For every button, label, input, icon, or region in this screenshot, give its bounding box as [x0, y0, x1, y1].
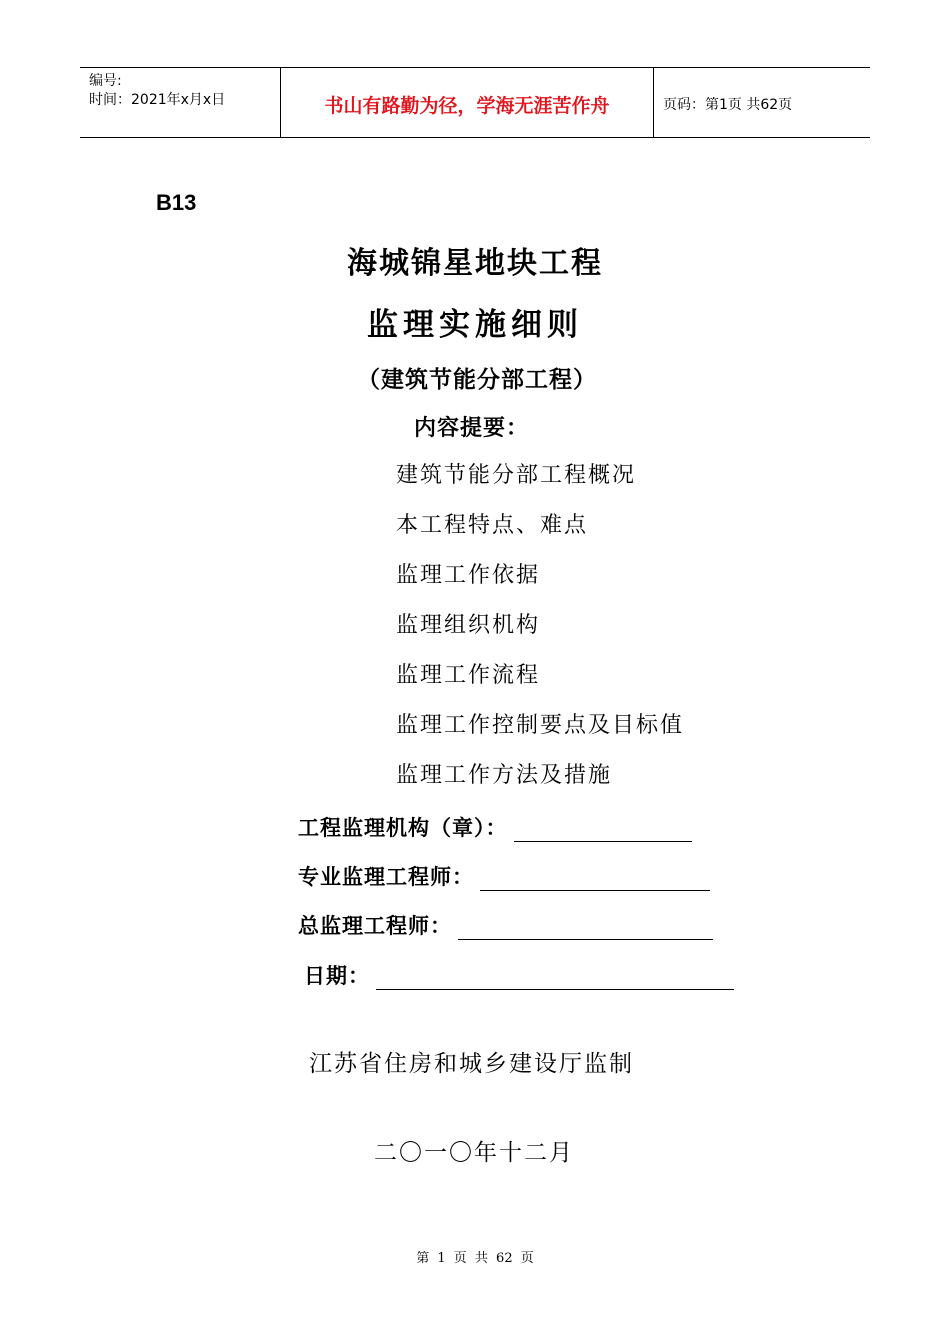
header-table — [80, 67, 870, 138]
chief-label: 总监理工程师： — [298, 914, 452, 938]
organization-label: 工程监理机构（章）： — [298, 816, 508, 840]
motto-cell — [281, 68, 654, 137]
contents-item: 监理工作流程 — [396, 663, 541, 688]
motto-text: 书山有路勤为径，学海无涯苦作舟 — [324, 95, 610, 117]
specialist-signature-line[interactable] — [480, 868, 710, 891]
contents-list — [396, 459, 684, 809]
contents-item: 本工程特点、难点 — [396, 513, 589, 538]
signature-date-row — [304, 960, 734, 990]
organization-signature-line[interactable] — [514, 819, 692, 842]
contents-item: 建筑节能分部工程概况 — [396, 463, 637, 488]
time-label: 时间：2021年x月x日 — [89, 92, 226, 108]
document-code: B13 — [156, 190, 197, 215]
chief-signature-line[interactable] — [458, 917, 713, 940]
summary-label: 内容提要： — [414, 416, 530, 441]
signature-specialist-row — [298, 861, 710, 891]
page-info-cell — [654, 68, 870, 137]
contents-item: 监理工作依据 — [396, 563, 541, 588]
document-subtitle: （建筑节能分部工程） — [357, 367, 597, 393]
contents-item: 监理组织机构 — [396, 613, 541, 638]
page-info-text: 页码：第1页 共62页 — [663, 97, 793, 113]
date-signature-line[interactable] — [376, 967, 734, 990]
contents-item: 监理工作方法及措施 — [396, 763, 613, 788]
document-title: 监理实施细则 — [367, 307, 583, 343]
page-footer: 第 1 页 共 62 页 — [416, 1251, 534, 1266]
header-meta-cell — [80, 68, 281, 137]
contents-item: 监理工作控制要点及目标值 — [396, 713, 685, 738]
project-title: 海城锦星地块工程 — [347, 246, 603, 281]
specialist-label: 专业监理工程师： — [298, 865, 474, 889]
number-label: 编号: — [89, 73, 122, 89]
signature-chief-row — [298, 910, 713, 940]
signature-organization-row — [298, 812, 692, 842]
date-label: 日期： — [304, 964, 370, 988]
issuing-authority: 江苏省住房和城乡建设厅监制 — [309, 1051, 634, 1077]
issue-date: 二〇一〇年十二月 — [374, 1140, 574, 1166]
